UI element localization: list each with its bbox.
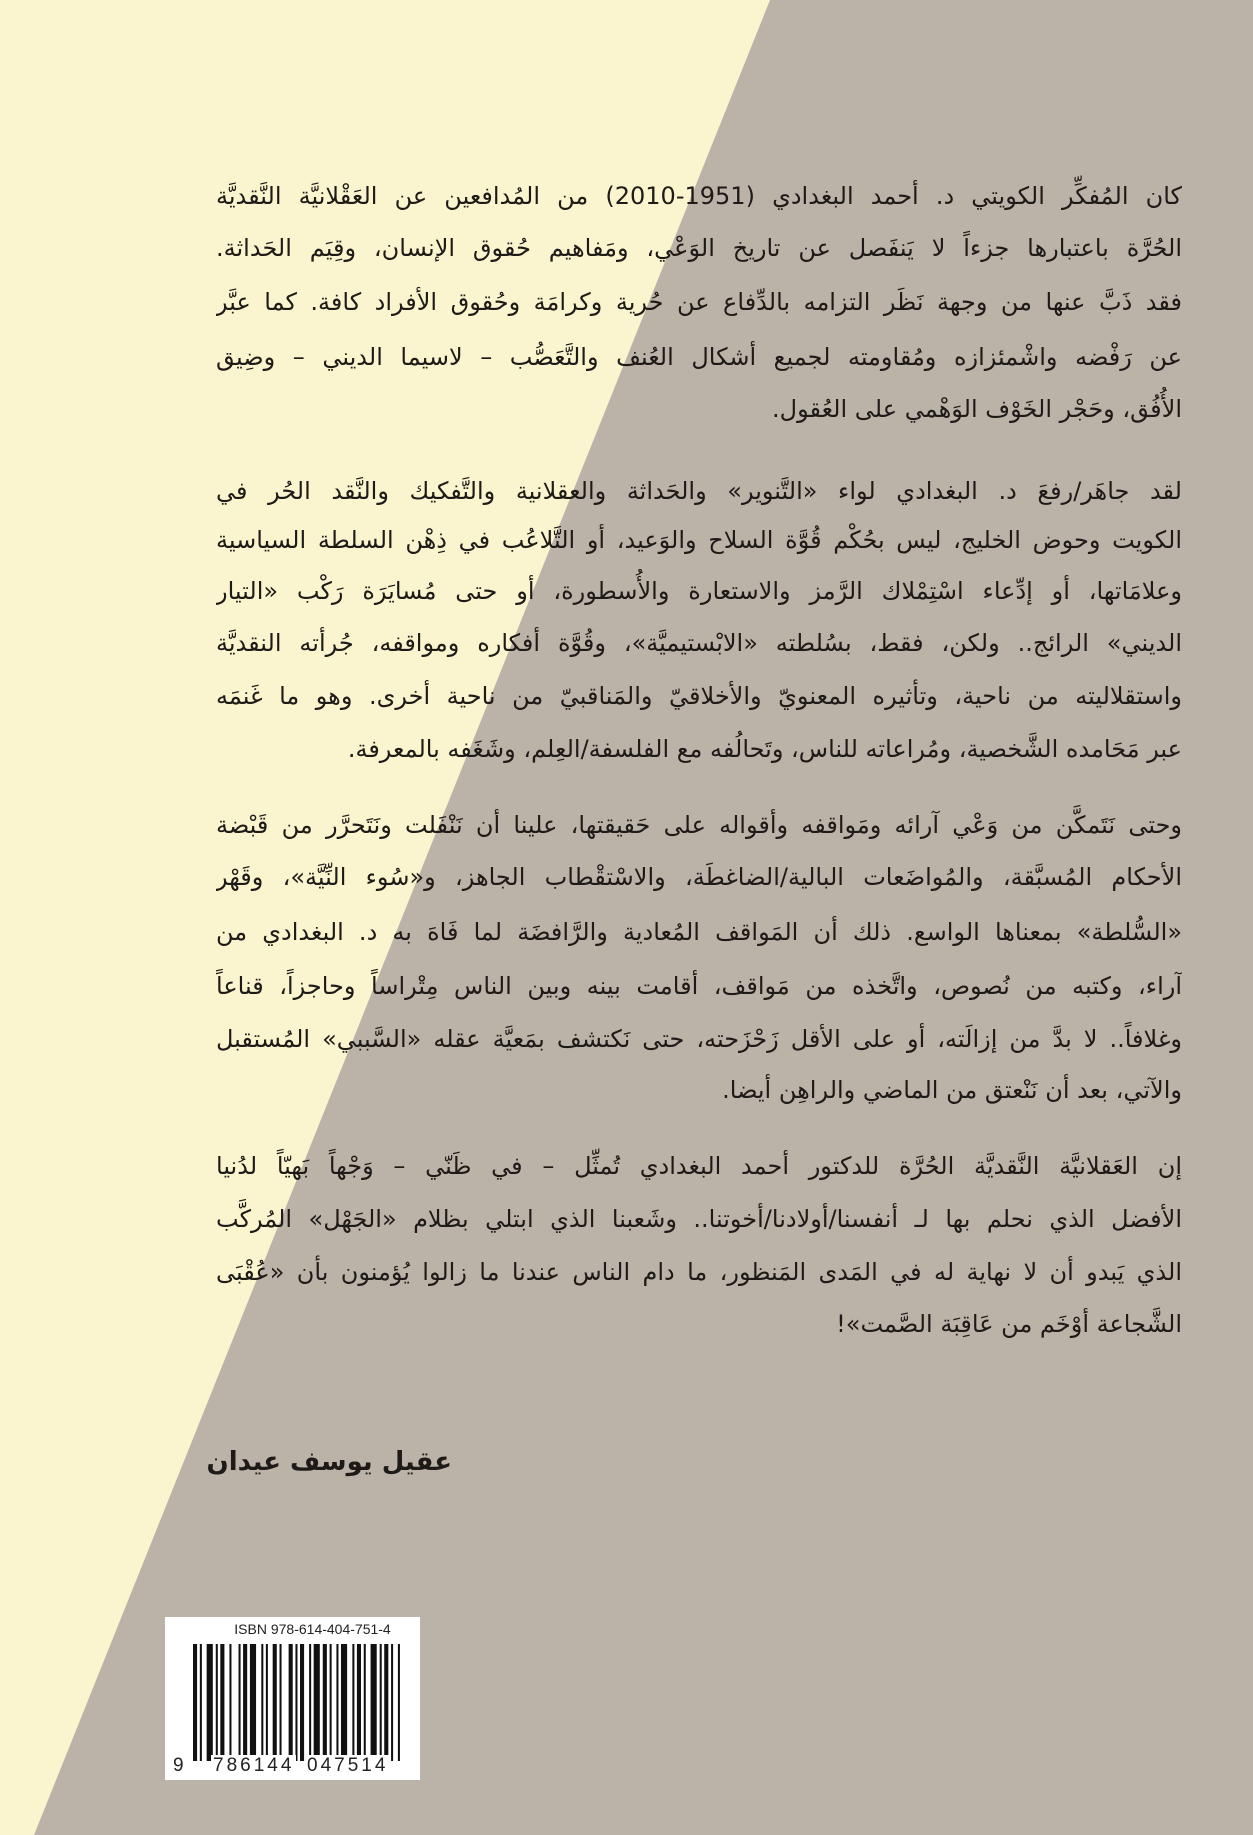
barcode-bar bbox=[200, 1644, 202, 1761]
barcode-bar bbox=[295, 1644, 297, 1761]
barcode-bar bbox=[193, 1644, 197, 1761]
barcode-bar bbox=[391, 1644, 393, 1761]
barcode-bar bbox=[266, 1644, 268, 1761]
barcode-bar bbox=[309, 1644, 311, 1761]
author-signature: عقيل يوسف عيدان bbox=[206, 1447, 452, 1477]
paragraph-4-line: الشَّجاعة أوْخَم من عَاقِبَة الصَّمت»! bbox=[836, 1310, 1182, 1338]
isbn-barcode bbox=[165, 1617, 420, 1780]
paragraph-2-line: عبر مَحَامده الشَّخصية، ومُراعاته للناس، وتَحالُفه مع الفلسفة/العِلم، وشَغَفه بالمعرفة. bbox=[347, 735, 1182, 763]
barcode-bar bbox=[341, 1644, 347, 1761]
barcode-bar bbox=[384, 1644, 388, 1761]
paragraph-1-line: كان المُفكِّر الكويتي د. أحمد البغدادي (1951-2010) من المُدافعين عن العَقْلانيَّة النَّقديَّة bbox=[216, 182, 1182, 210]
barcode-digits-right: 047514 bbox=[307, 1755, 389, 1776]
paragraph-2-line: الكويت وحوض الخليج، ليس بحُكْم قُوَّة السلاح والوَعيد، أو التَّلاعُب في ذِهْن السلطة السياسية bbox=[216, 526, 1182, 554]
barcode-bar bbox=[371, 1644, 377, 1761]
barcode-bar bbox=[330, 1644, 332, 1761]
barcode-bar bbox=[336, 1644, 338, 1761]
paragraph-2-line: وعلامَاتها، أو إدِّعاء اسْتِمْلاك الرَّمز والاستعارة والأُسطورة، أو حتى مُسايَرَة رَكْب «التيار bbox=[216, 577, 1182, 605]
barcode-digit-first: 9 bbox=[173, 1755, 184, 1776]
barcode-bar bbox=[280, 1644, 282, 1761]
barcode-bar bbox=[243, 1644, 247, 1761]
paragraph-4-line: إن العَقلانيَّة النَّقديَّة الحُرَّة للدكتور أحمد البغدادي تُمثِّل – في ظَنّي – وَجْهاً بَهيّاً لدُنيا bbox=[216, 1152, 1182, 1180]
barcode-bar bbox=[314, 1644, 320, 1761]
paragraph-2-line: الديني» الرائج.. ولكن، فقط، بسُلطته «الابْستيميَّة»، وقُوَّة أفكاره ومواقفه، جُرأته النقديَّة bbox=[216, 629, 1182, 657]
barcode-bar bbox=[364, 1644, 366, 1761]
barcode-bar bbox=[323, 1644, 327, 1761]
paragraph-3-line: «السُّلطة» بمعناها الواسع. ذلك أن المَواقف المُعادية والرَّافضَة لما فَاهَ به د. البغدادي من bbox=[216, 918, 1182, 946]
paragraph-2-line: لقد جاهَر/رفعَ د. البغدادي لواء «التَّنوير» والحَداثة والعقلانية والتَّفكيك والنَّقد الحُر في bbox=[216, 477, 1182, 505]
barcode-digits bbox=[171, 1755, 412, 1777]
paragraph-3-line: وحتى نَتَمكَّن من وَعْي آرائه ومَواقفه وأقواله على حَقيقتها، علينا أن نَنْفَلت ونَتَحرَّر من قَبْضة bbox=[216, 811, 1182, 839]
paragraph-3-line: الأحكام المُسبَّقة، والمُواضَعات البالية/الضاغطَة، والاسْتقْطاب الجاهز، و«سُوء النِّيَّة»، وقَهْر bbox=[216, 863, 1182, 891]
barcode-bar bbox=[220, 1644, 224, 1761]
barcode-bar bbox=[357, 1644, 361, 1761]
paragraph-3-line: وغلافاً.. لا بدَّ من إزالَته، أو على الأقل زَحْزَحته، حتى نَكتشف بمَعيَّة عقله «السَّببي» المُستقبل bbox=[216, 1025, 1182, 1053]
paragraph-1-line: الأُفُق، وحَجْر الخَوْف الوَهْمي على العُقول. bbox=[772, 395, 1182, 423]
barcode-bar bbox=[289, 1644, 293, 1761]
barcode-bar bbox=[229, 1644, 231, 1761]
barcode-bars bbox=[193, 1644, 407, 1761]
barcode-bar bbox=[300, 1644, 304, 1761]
paragraph-2-line: واستقلاليته من ناحية، وتأثيره المعنويّ والأخلاقيّ والمَناقبيّ من ناحية أخرى. وهو ما غَنمَه bbox=[216, 682, 1182, 710]
barcode-bar bbox=[352, 1644, 354, 1761]
paragraph-4-line: الذي يَبدو أن لا نهاية له في المَدى المَنظور، ما دام الناس عندنا ما زالوا يُؤمنون بأن «عُقْبَى bbox=[216, 1258, 1182, 1286]
barcode-bar bbox=[207, 1644, 213, 1761]
barcode-digits-left: 786144 bbox=[213, 1755, 295, 1776]
paragraph-3-line: آراء، وكتبه من نُصوص، واتَّخذه من مَواقف، أقامت بينه وبين الناس مِتْراساً وحاجزاً، قناعاً bbox=[216, 972, 1182, 1000]
paragraph-3-line: والآتي، بعد أن نَنْعتق من الماضي والراهِن أيضا. bbox=[722, 1076, 1182, 1104]
paragraph-1-line: فقد ذَبَّ عنها من وجهة نَظَر التزامه بالدِّفاع عن حُرية وكرامَة وحُقوق الأفراد كافة. كما عبَّر bbox=[216, 288, 1182, 316]
barcode-bar bbox=[380, 1644, 382, 1761]
barcode-bar bbox=[261, 1644, 263, 1761]
barcode-bar bbox=[216, 1644, 218, 1761]
barcode-bar bbox=[250, 1644, 256, 1761]
isbn-label: ISBN 978-614-404-751-4 bbox=[234, 1621, 391, 1637]
barcode-bar bbox=[239, 1644, 241, 1761]
paragraph-4-line: الأفضل الذي نحلم بها لـ أنفسنا/أولادنا/أخوتنا.. وشَعبنا الذي ابتلي بظلام «الجَهْل» المُركَّب bbox=[216, 1205, 1182, 1233]
barcode-bar bbox=[273, 1644, 277, 1761]
paragraph-1-line: عن رَفْضه واشْمئزازه ومُقاومته لجميع أشكال العُنف والتَّعَصُّب – لاسيما الديني – وضِيق bbox=[216, 343, 1182, 371]
paragraph-1-line: الحُرَّة باعتبارها جزءاً لا يَنفَصل عن تاريخ الوَعْي، ومَفاهيم حُقوق الإنسان، وقِيَم الحَداثة. bbox=[216, 234, 1182, 262]
barcode-bar bbox=[398, 1644, 400, 1761]
